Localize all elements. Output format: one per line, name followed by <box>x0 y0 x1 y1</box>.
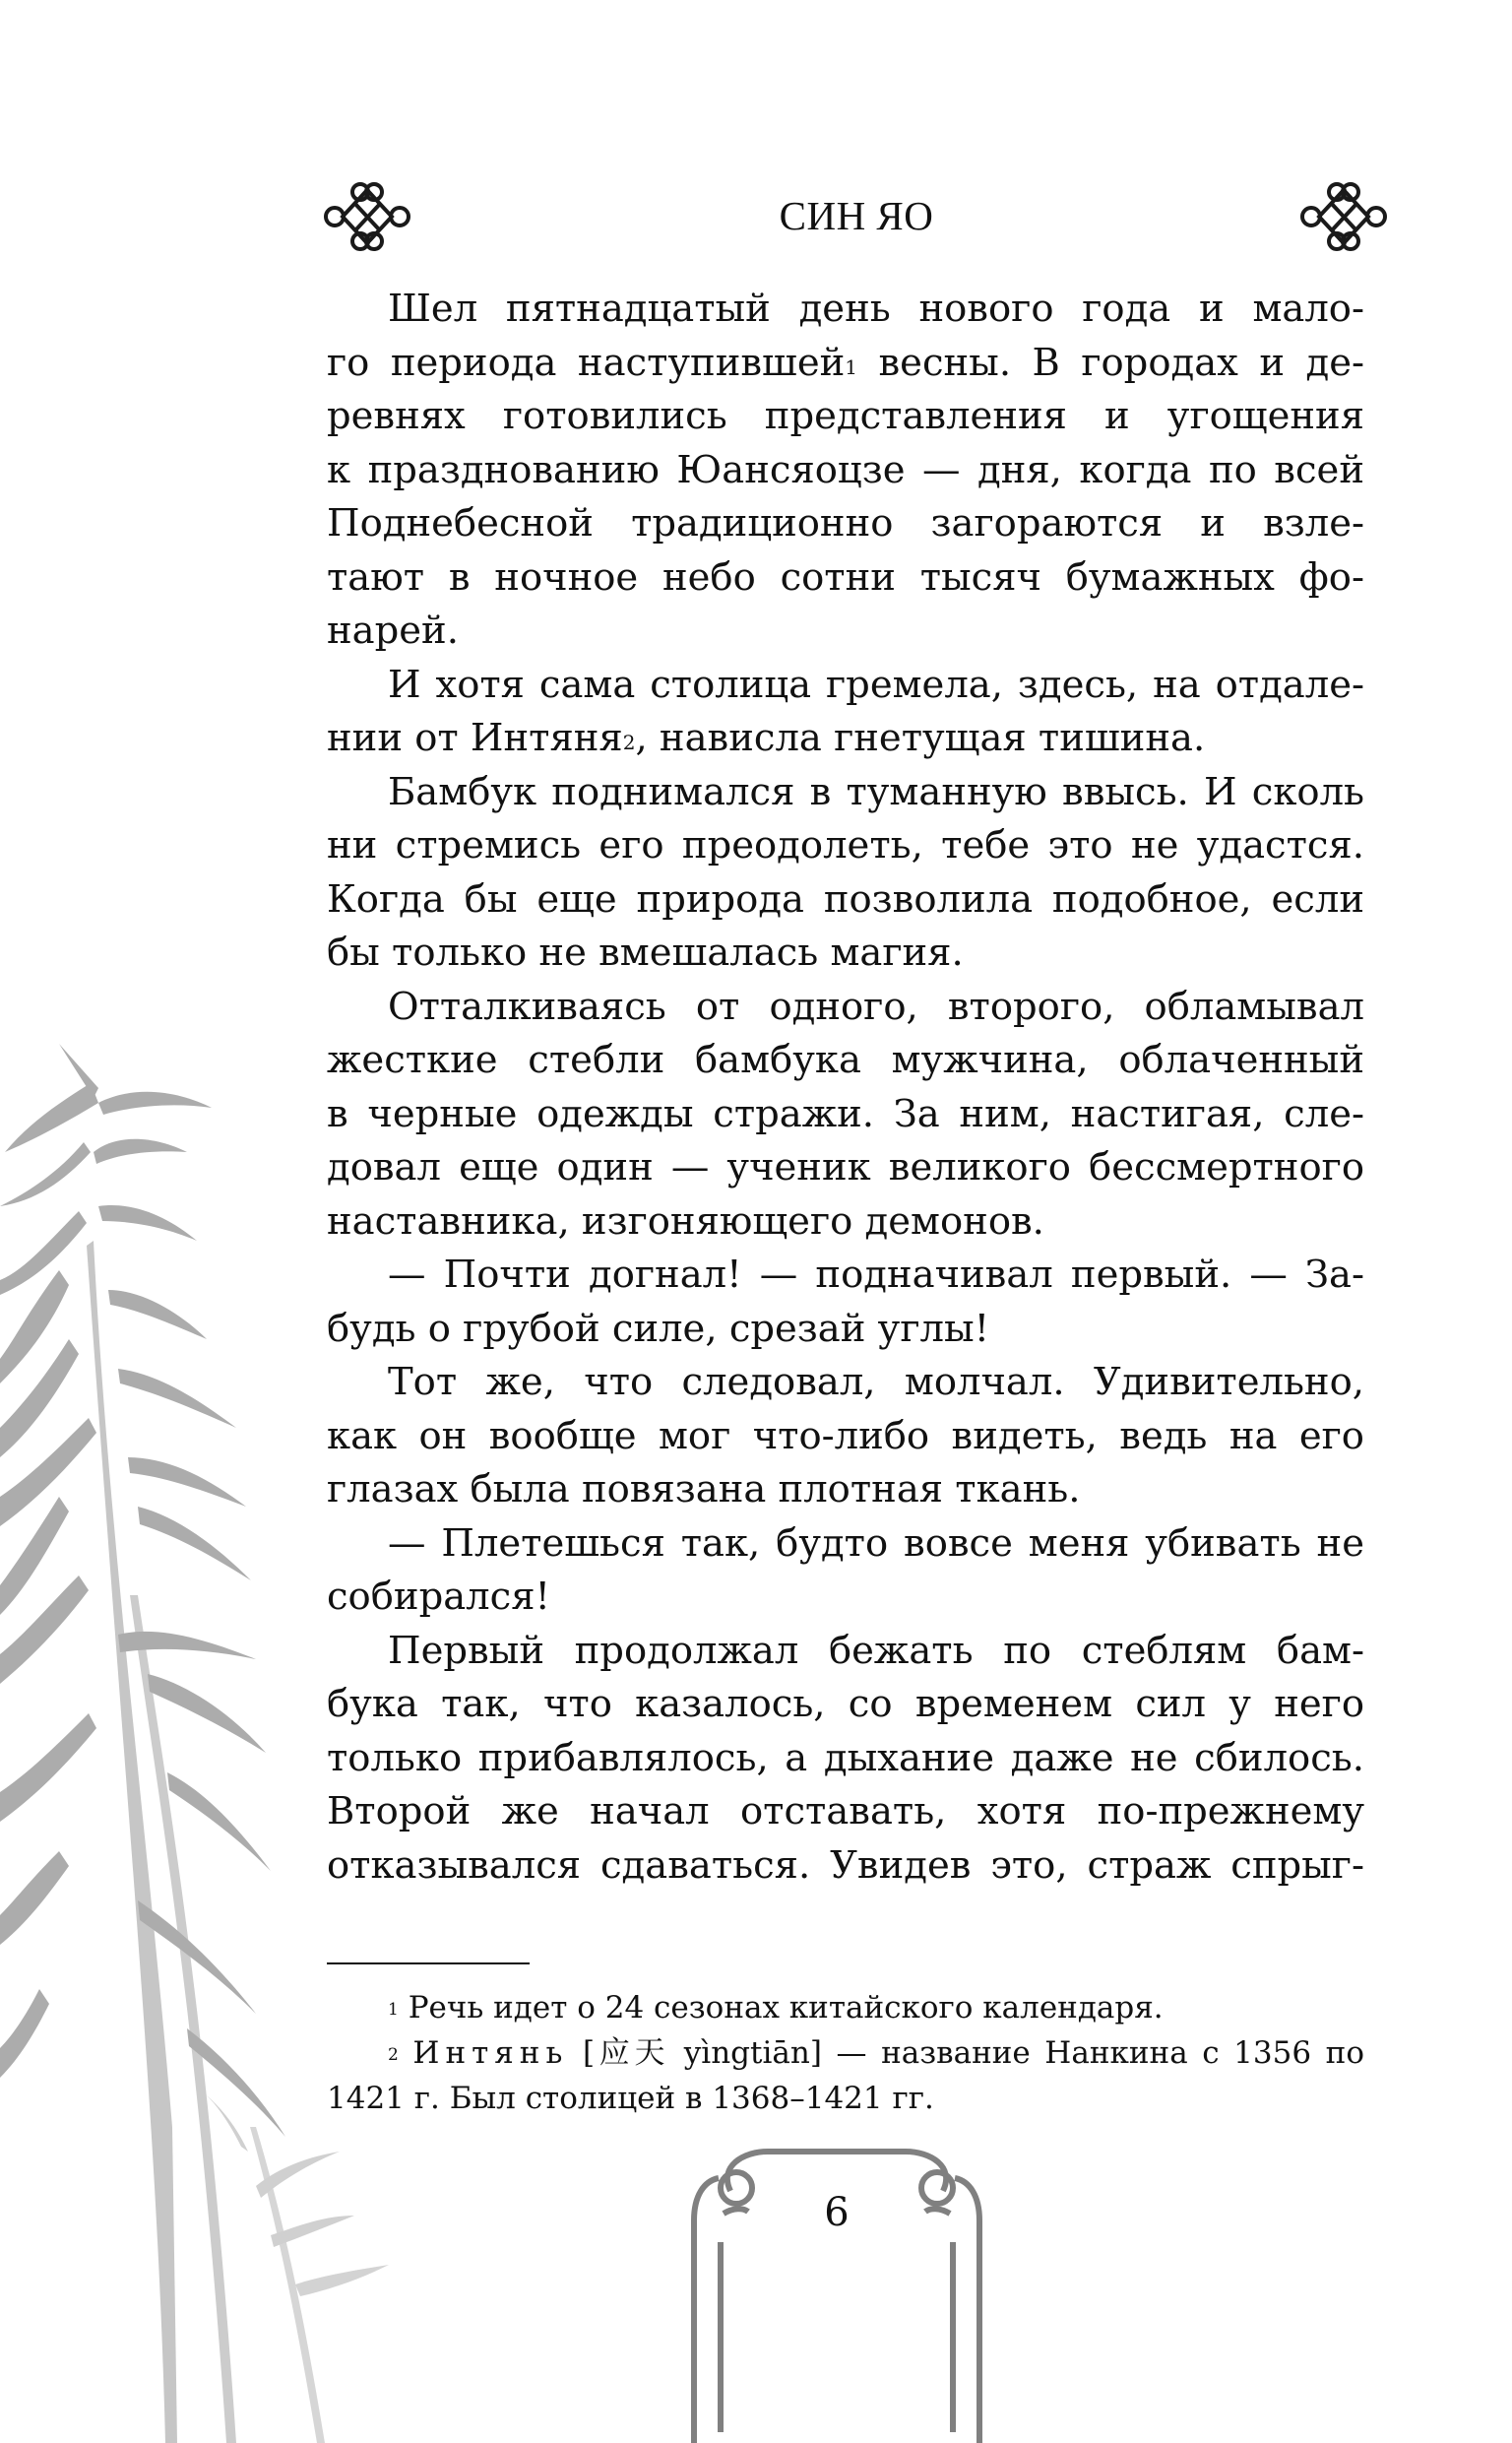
footnote-divider <box>327 1962 530 1964</box>
text-line: Второй же начал отставать, хотя по-прежнему <box>327 1789 1364 1833</box>
footnotes <box>327 1985 1364 2121</box>
text-line: к празднованию Юансяоцзе — дня, когда по всей <box>327 447 1364 492</box>
text-line: будь о грубой силе, срезай углы! <box>327 1306 990 1351</box>
text-line: Первый продолжал бежать по стеблям бам- <box>388 1628 1364 1673</box>
footnote-2: $^2$ Интянь [应天 yìngtiān] — название Нанкина с 1356 по <box>388 2035 1364 2071</box>
text-line: глазах была повязана плотная ткань. <box>327 1467 1081 1511</box>
text-line: как он вообще мог что-либо видеть, ведь на его <box>327 1413 1364 1458</box>
text-line: — Плетешься так, будто вовсе меня убивать не <box>388 1520 1364 1566</box>
text-line: собирался! <box>327 1575 550 1619</box>
running-title: СИН ЯО <box>779 193 934 238</box>
text-line: ни стремись его преодолеть, тебе это не удастся. <box>327 823 1364 868</box>
text-line: Когда бы еще природа позволила подобное, если <box>327 876 1364 922</box>
body-text <box>327 283 1364 1893</box>
text-line: отказывался сдаваться. Увидев это, страж спрыг- <box>327 1842 1364 1888</box>
text-line: жесткие стебли бамбука мужчина, облаченный <box>327 1038 1364 1082</box>
text-line: наставника, изгоняющего демонов. <box>327 1198 1044 1244</box>
footnote-marker: 1 <box>388 2000 399 2020</box>
text-line: нии от Интяня$^2$, нависла гнетущая тишина. <box>327 716 1206 760</box>
footnote-marker: 2 <box>388 2045 399 2065</box>
text-line: тают в ночное небо сотни тысяч бумажных фо- <box>327 554 1364 600</box>
text-line: Отталкиваясь от одного, второго, обламывал <box>388 984 1364 1029</box>
running-header <box>315 182 1398 251</box>
footnote-term: Интянь <box>412 2035 569 2071</box>
text-line: го периода наступившей$^1$ весны. В городах и де- <box>327 340 1365 385</box>
text-line: Шел пятнадцатый день нового года и мало- <box>388 287 1364 331</box>
footnote-1: $^1$ Речь идет о 24 сезонах китайского календаря. <box>388 1990 1164 2025</box>
folio-frame <box>669 2147 1004 2443</box>
endless-knot-icon <box>1299 182 1388 251</box>
footnote-ref-1[interactable]: 1 <box>845 354 858 379</box>
page-number: 6 <box>824 2190 850 2235</box>
text-line: бука так, что казалось, со временем сил у него <box>327 1682 1364 1726</box>
text-line: Поднебесной традиционно загораются и взле- <box>327 501 1364 546</box>
footnote-2-continued: 1421 г. Был столицей в 1368–1421 гг. <box>327 2081 934 2116</box>
text-line: только прибавлялось, а дыхание даже не сбилось. <box>327 1735 1364 1780</box>
text-line: И хотя сама столица гремела, здесь, на отдале- <box>388 662 1364 707</box>
text-line: Тот же, что следовал, молчал. Удивительно, <box>388 1360 1364 1404</box>
text-line: — Почти догнал! — подначивал первый. — За- <box>388 1253 1364 1297</box>
text-line: ревнях готовились представления и угощения <box>327 394 1364 438</box>
text-line: в черные одежды стражи. За ним, настигая, сле- <box>327 1091 1364 1136</box>
text-line: довал еще один — ученик великого бессмертного <box>327 1145 1364 1189</box>
text-line: нарей. <box>327 609 459 653</box>
text-line: Бамбук поднимался в туманную ввысь. И сколь <box>388 769 1364 814</box>
footnote-ref-2[interactable]: 2 <box>622 731 636 754</box>
text-line: бы только не вмешалась магия. <box>327 931 964 975</box>
